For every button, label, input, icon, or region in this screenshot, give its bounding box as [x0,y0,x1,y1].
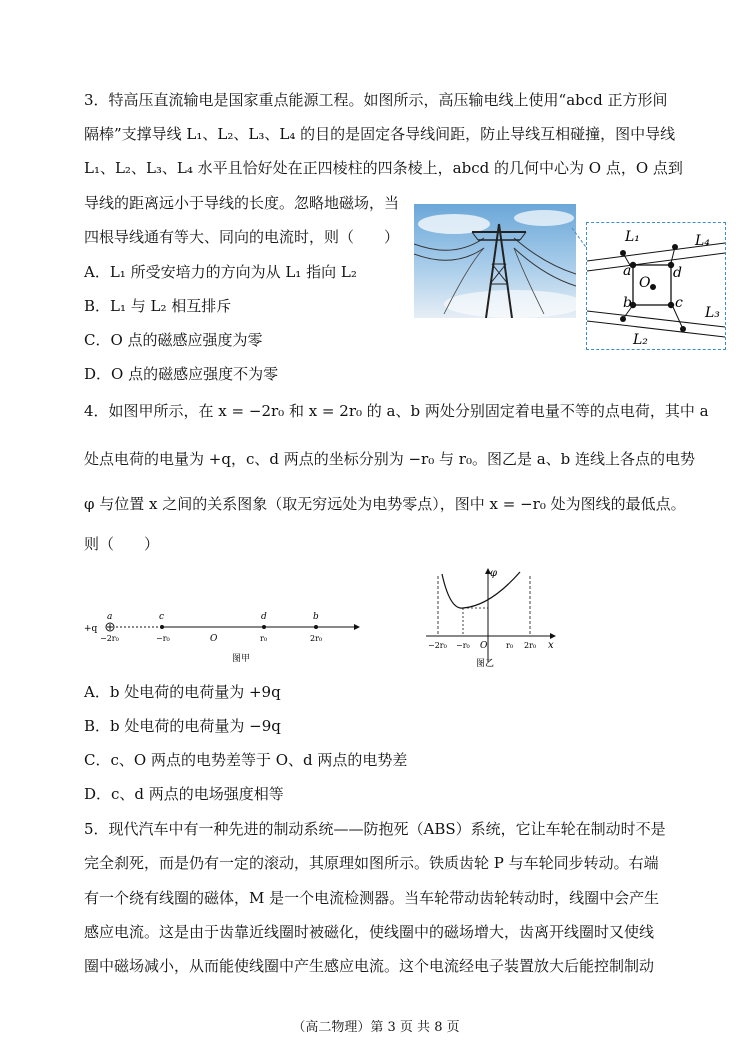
tick-origin: O [210,634,218,644]
graph-tick-neg-2r0: −2r₀ [428,641,447,650]
conductor-inset [586,222,726,350]
page-footer: （高二物理）第 3 页 共 8 页 [292,1020,460,1035]
center-o-dot [650,284,656,290]
phi-axis-label: φ [490,568,498,579]
tick-neg-r0: −r₀ [156,634,170,643]
q4-option-c: C．c、O 两点的电势差等于 O、d 两点的电势差 [84,751,408,769]
corner-c-dot [668,302,674,308]
label-c: c [675,295,683,311]
graph-tick-neg-r0: −r₀ [456,641,470,650]
figure-yi [420,566,560,670]
q4-line-1: 4．如图甲所示，在 x = −2r₀ 和 x = 2r₀ 的 a、b 两处分别固定着电量不等的点电荷，其中 a [84,402,709,420]
plus-q-label: +q [84,624,98,634]
q3-line-4: 导线的距离远小于导线的长度。忽略地磁场，当 [84,194,400,212]
label-L4: L₄ [695,233,710,249]
q5-line-5: 圈中磁场减小，从而能使线圈中产生感应电流。这个电流经电子装置放大后能控制制动 [84,957,655,975]
q4-option-b: B．b 处电荷的电荷量为 −9q [84,717,281,735]
tick-neg-2r0: −2r₀ [100,634,119,643]
q4-line-2: 处点电荷的电量为 +q，c、d 两点的坐标分别为 −r₀ 与 r₀。图乙是 a、b 连线上各点的电势 [84,450,696,468]
point-d-label: d [261,612,267,622]
point-a-label: a [107,612,113,622]
q4-line-3: φ 与位置 x 之间的关系图象（取无穷远处为电势零点），图中 x = −r₀ 处为图线的最低点。 [84,495,686,513]
potential-curve [442,572,520,608]
q4-option-d: D．c、d 两点的电场强度相等 [84,785,284,803]
tick-r0: r₀ [260,634,268,643]
graph-tick-origin: O [480,641,488,651]
label-L2: L₂ [633,332,648,348]
q3-line-1: 3．特高压直流输电是国家重点能源工程。如图所示，高压输电线上使用“abcd 正方形间 [84,91,668,109]
conductor-diagram [587,223,725,349]
q3-line-3: L₁、L₂、L₃、L₄ 水平且恰好处在正四棱柱的四条棱上，abcd 的几何中心为 O 点，O 点到 [84,159,683,177]
q5-line-1: 5．现代汽车中有一种先进的制动系统——防抱死（ABS）系统，它让车轮在制动时不是 [84,820,666,838]
point-b-label: b [313,612,319,622]
q3-option-b: B．L₁ 与 L₂ 相互排斥 [84,297,232,315]
point-c-label: c [159,612,165,622]
q3-option-d: D．O 点的磁感应强度不为零 [84,365,279,383]
tower-illustration [414,204,576,318]
label-b: b [623,295,632,311]
q5-line-4: 感应电流。这是由于齿靠近线圈时被磁化，使线圈中的磁场增大，齿离开线圈时又使线 [84,923,655,941]
tick-2r0: 2r₀ [310,634,323,643]
label-L3: L₃ [705,305,720,321]
label-L1: L₁ [625,229,640,245]
label-O: O [639,275,651,291]
q3-option-a: A．L₁ 所受安培力的方向为从 L₁ 指向 L₂ [84,263,357,281]
figure-jia [80,605,370,667]
q5-line-2: 完全刹死，而是仍有一定的滚动，其原理如图所示。铁质齿轮 P 与车轮同步转动。右端 [84,854,659,872]
q4-line-4: 则（ ） [84,535,160,553]
x-axis-label: x [548,640,554,651]
figure-jia-caption: 图甲 [232,654,251,664]
q3-option-c: C．O 点的磁感应强度为零 [84,331,263,349]
q3-line-5: 四根导线通有等大、同向的电流时，则（ ） [84,228,400,246]
q3-line-2: 隔棒”支撑导线 L₁、L₂、L₃、L₄ 的目的是固定各导线间距，防止导线互相碰撞，图中导线 [84,125,676,143]
label-a: a [623,263,632,279]
transmission-tower-photo [414,204,576,318]
graph-tick-r0: r₀ [506,641,514,650]
figure-yi-caption: 图乙 [476,659,495,669]
label-d: d [673,265,682,281]
graph-tick-2r0: 2r₀ [524,641,537,650]
q4-option-a: A．b 处电荷的电荷量为 +9q [84,683,281,701]
q5-line-3: 有一个绕有线圈的磁体，M 是一个电流检测器。当车轮带动齿轮转动时，线圈中会产生 [84,889,660,907]
